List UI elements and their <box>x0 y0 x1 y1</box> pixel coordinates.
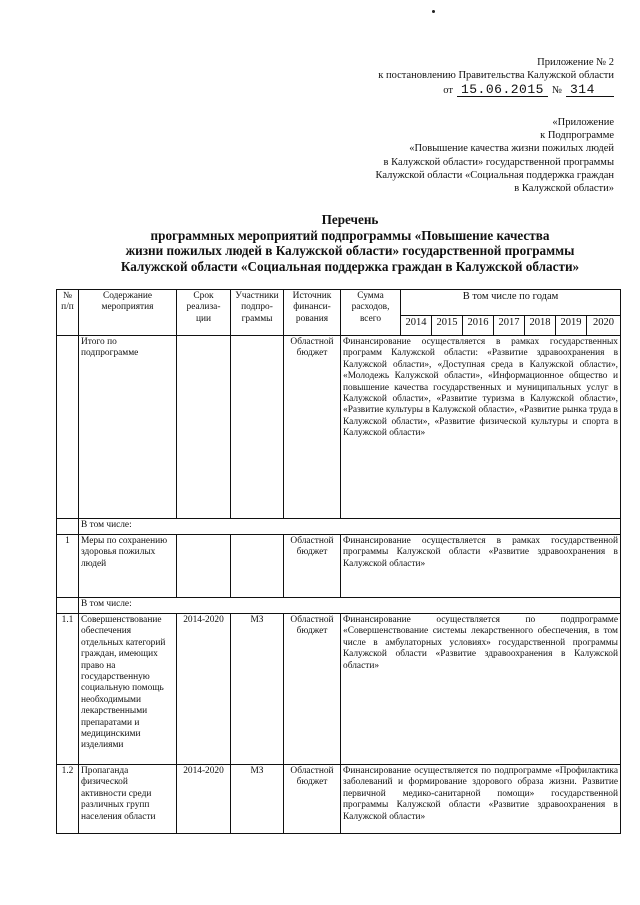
reference-line: Калужской области «Социальная поддержка граждан <box>375 169 614 181</box>
row-source: Областной бюджет <box>284 336 341 519</box>
year-2019: 2019 <box>556 316 587 336</box>
resolution-number: 314 <box>566 83 614 97</box>
date-prefix: от <box>443 85 453 96</box>
row-source: Областной бюджет <box>284 535 341 598</box>
appendix-header <box>314 56 614 97</box>
header-years-title: В том числе по годам <box>401 290 621 316</box>
row-num <box>57 336 79 519</box>
year-2015: 2015 <box>432 316 463 336</box>
header-source: Источник финанси- рования <box>284 290 341 336</box>
header-participants: Участники подпро- граммы <box>231 290 284 336</box>
table-row-subheading <box>57 519 621 535</box>
row-participants: МЗ <box>231 765 284 834</box>
title-line: Калужской области «Социальная поддержка граждан в Калужской области» <box>120 258 580 274</box>
resolution-line: к постановлению Правительства Калужской области <box>378 70 614 81</box>
row-num <box>57 598 79 614</box>
measures-table <box>56 289 621 834</box>
header-num: № п/п <box>57 290 79 336</box>
date-number-line <box>314 83 614 97</box>
year-2014: 2014 <box>401 316 432 336</box>
header-sum: Сумма расходов, всего <box>341 290 401 336</box>
reference-line: «Повышение качества жизни пожилых людей <box>409 143 614 155</box>
row-content: Пропаганда физической активности среди различных групп населения области <box>79 765 177 834</box>
row-content: Совершенствование обеспечения отдельных категорий граждан, имеющих право на государственную социальную помощь необходимыми лекарственными препаратами и медицинскими изделиями <box>79 614 177 765</box>
row-financing-note: Финансирование осуществляется по подпрограмме «Профилактика заболеваний и формирование здорового образа жизни. Развитие первичной медико-санитарной помощи» государственной программы Калужской области «Развитие здравоохранения в Калужской области» <box>341 765 621 834</box>
header-content: Содержание мероприятия <box>79 290 177 336</box>
document-title <box>0 212 640 274</box>
row-content: Меры по сохранению здоровья пожилых людей <box>79 535 177 598</box>
header-row <box>57 290 621 316</box>
year-2020: 2020 <box>587 316 621 336</box>
appendix-label: Приложение № 2 <box>537 57 614 68</box>
reference-line: «Приложение <box>552 117 614 128</box>
row-content: Итого по подпрограмме <box>79 336 177 519</box>
reference-block <box>334 116 614 195</box>
row-financing-note: Финансирование осуществляется по подпрограмме «Совершенствование системы лекарственного обеспечения, в том числе в амбулаторных условиях» государственной программы Калужской области «Развитие здравоохранения в Калужской области» <box>341 614 621 765</box>
table-row-1-1 <box>57 614 621 765</box>
title-line: программных мероприятий подпрограммы «Повышение качества <box>150 227 550 243</box>
row-subheading: В том числе: <box>79 598 621 614</box>
year-2018: 2018 <box>525 316 556 336</box>
row-source: Областной бюджет <box>284 614 341 765</box>
table-row-1-2 <box>57 765 621 834</box>
row-term: 2014-2020 <box>177 765 231 834</box>
title-line: жизни пожилых людей в Калужской области» государственной программы <box>125 243 575 258</box>
row-participants: МЗ <box>231 614 284 765</box>
reference-line: к Подпрограмме <box>540 130 614 142</box>
year-2017: 2017 <box>494 316 525 336</box>
table-row-1 <box>57 535 621 598</box>
table-row-total <box>57 336 621 519</box>
header-term: Срок реализа- ции <box>177 290 231 336</box>
row-num: 1 <box>57 535 79 598</box>
year-2016: 2016 <box>463 316 494 336</box>
reference-line: в Калужской области» <box>514 183 614 195</box>
row-participants <box>231 535 284 598</box>
title-line: Перечень <box>321 212 379 227</box>
resolution-date: 15.06.2015 <box>457 83 548 97</box>
row-participants <box>231 336 284 519</box>
row-source: Областной бюджет <box>284 765 341 834</box>
row-financing-note: Финансирование осуществляется в рамках государственной программы Калужской области «Развитие здравоохранения в Калужской области» <box>341 535 621 598</box>
number-prefix: № <box>551 85 562 96</box>
table-row-subheading <box>57 598 621 614</box>
row-term <box>177 535 231 598</box>
row-num: 1.2 <box>57 765 79 834</box>
reference-line: в Калужской области» государственной программы <box>383 156 614 168</box>
row-term: 2014-2020 <box>177 614 231 765</box>
row-term <box>177 336 231 519</box>
row-subheading: В том числе: <box>79 519 621 535</box>
row-num: 1.1 <box>57 614 79 765</box>
scan-mark <box>432 10 435 13</box>
row-num <box>57 519 79 535</box>
row-financing-note: Финансирование осуществляется в рамках государственных программ Калужской области: «Развитие здравоохранения в Калужской области», «Доступная среда в Калужской области», «Молодежь Калужской области», «Информационное общество и повышение качества государственных и муниципальных услуг в Калужской области», «Развитие туризма в Калужской области», «Развитие культуры в Калужской области», «Развитие рынка труда в Калужской области», «Развитие физической культуры и спорта в Калужской области» <box>341 336 621 519</box>
